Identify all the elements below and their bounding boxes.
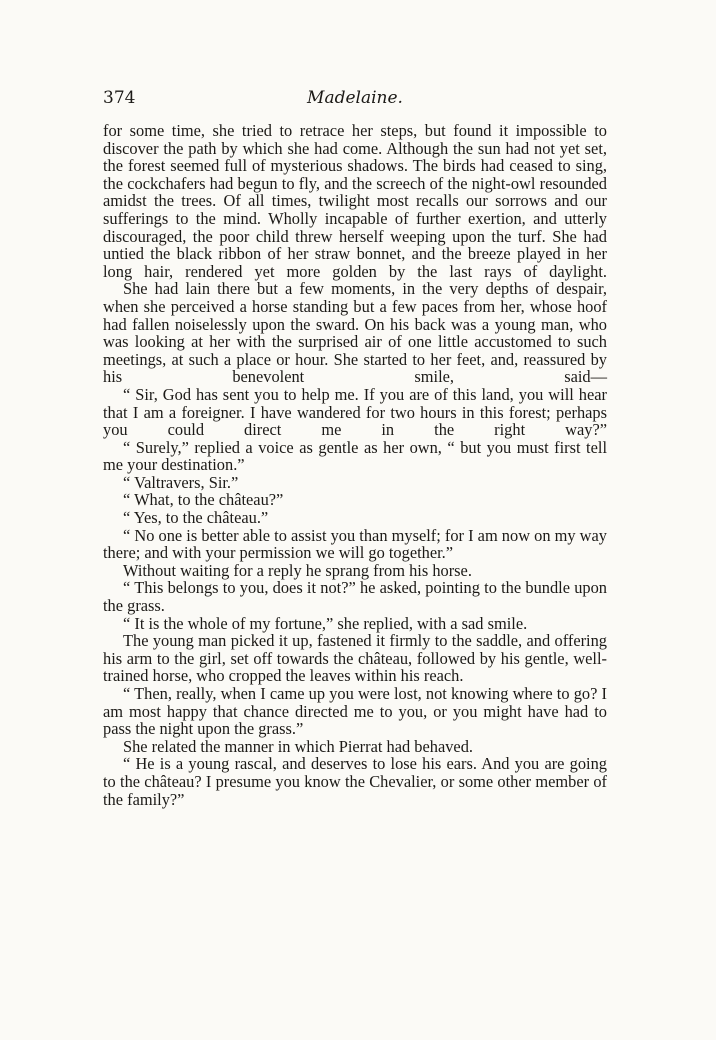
- paragraph: Without waiting for a reply he sprang from his horse.: [123, 560, 472, 580]
- paragraph: The young man picked it up, fastened it firmly to the saddle, and offering his arm to the girl, set off towards the château, followed by his gentle, well-trained horse, who cropped the leaves within his reach.: [103, 631, 607, 686]
- paragraph: “ This belongs to you, does it not?” he asked, pointing to the bundle upon the grass.: [103, 578, 607, 616]
- paragraph: “ What, to the château?”: [123, 490, 284, 510]
- page-number: 374: [103, 88, 136, 108]
- page-header: [103, 88, 607, 110]
- paragraph: “ He is a young rascal, and deserves to lose his ears. And you are going to the château? I presume you know the Chevalier, or some other member of the family?”: [103, 754, 607, 809]
- paragraph: She related the manner in which Pierrat had behaved.: [123, 736, 473, 756]
- paragraph: “ Valtravers, Sir.”: [123, 472, 239, 492]
- paragraph: “ No one is better able to assist you than myself; for I am now on my way there; and with your permission we will go together.”: [103, 525, 607, 563]
- paragraph: “ Surely,” replied a voice as gentle as her own, “ but you must first tell me your destination.”: [103, 437, 607, 475]
- paragraph: “ It is the whole of my fortune,” she replied, with a sad smile.: [123, 613, 528, 633]
- paragraph: “ Yes, to the château.”: [123, 508, 269, 528]
- paragraph: “ Sir, God has sent you to help me. If you are of this land, you will hear that I am a foreigner. I have wandered for two hours in this forest; perhaps you could direct me in the right way?”: [103, 384, 607, 440]
- paragraph: “ Then, really, when I came up you were lost, not knowing where to go? I am most happy that chance directed me to you, or you might have had to pass the night upon the grass.”: [103, 684, 607, 739]
- running-title: Madelaine.: [307, 88, 403, 108]
- paragraph: for some time, she tried to retrace her steps, but found it impossible to discover the path by which she had come. Although the sun had not yet set, the forest seemed full of mysterious shadows. The birds had ceased to sing, the cockchafers had begun to fly, and the screech of the night-owl resounded amidst the trees. Of all times, twilight most recalls our sorrows and our sufferings to the mind. Wholly incapable of further exertion, and utterly discouraged, the poor child threw herself weeping upon the turf. She had untied the black ribbon of her straw bonnet, and the breeze played in her long hair, rendered yet more golden by the last rays of daylight.: [103, 121, 607, 281]
- body-text: [103, 122, 607, 808]
- paragraph: She had lain there but a few moments, in the very depths of despair, when she perceived a horse standing but a few paces from her, whose hoof had fallen noiselessly upon the sward. On his back was a young man, who was looking at her with the surprised air of one little accustomed to such meetings, at such a place or hour. She started to her feet, and, reassured by his benevolent smile, said—: [103, 279, 607, 387]
